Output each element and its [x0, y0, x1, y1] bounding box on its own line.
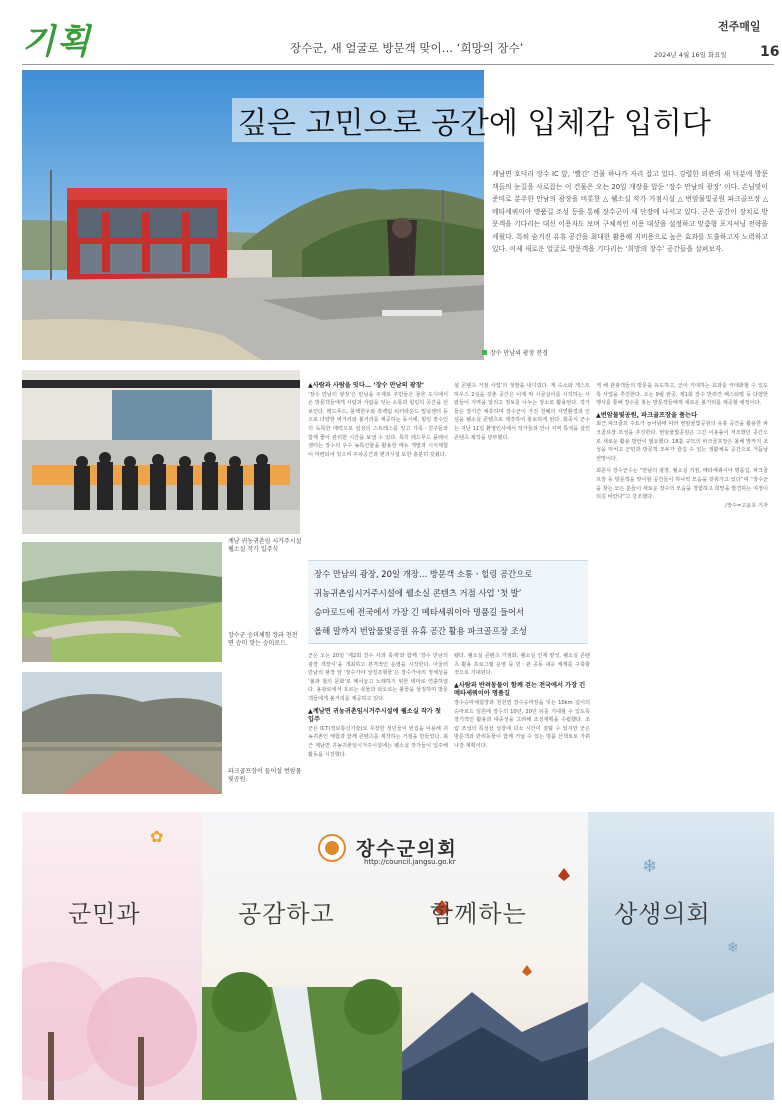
article-title: 깊은 고민으로 공간에 입체감 입히다: [232, 98, 717, 142]
issue-date: 2024년 4월 16일 화요일: [654, 51, 727, 59]
section-body: 최훈식 장수군수는 “만남의 광장, 웰소실 거점, 메타세쿼이아 명품길, 파크골프장 등 방문객을 맞이할 공간들이 하나씩 모습을 갖춰가고 있다”며 “장수군을 찾는 모든 분들이 새로운 장수의 모습을 경험하고 희망을 발견하는 여정이 되길 바란다”고 강조했다.: [596, 468, 768, 501]
ad-word-2: 공감하고: [238, 900, 335, 928]
caption-bullet: [482, 350, 487, 355]
column-2-lower: [454, 652, 590, 751]
section-body: 셜 콘텐츠 거점 사업’의 첫발을 내디뎠다. 계 숙소와 게스트하우스 2실을 갖춘 공간은 이제 막 시골살이를 시작하는 사람들이 지역을 알리고 정보를 나누는 장소로 활용된다. 작가들은 장기간 체류하며 장수군이 가진 천혜의 자연환경과 인심을 웰소실 콘텐츠로 제작하여 홍보하게 된다. 회종식 군수는 지난 11일 환영인사에서 작가들과 만나 지역 특색을 살린 콘텐츠 제작을 당부했다.: [454, 383, 590, 441]
page-headline: 장수군, 새 얼굴로 방문객 맞이… ‘희망의 장수’: [290, 41, 524, 55]
svg-text:✿: ✿: [150, 827, 164, 846]
section-heading: ▲번암물빛공원, 파크골프장을 품는다: [596, 411, 698, 419]
section-body: 군은 오는 20일 ‘제2회 장수 사과 축제’와 함께 ‘장수 만남의 광장 개장식’을 개최하고 본격적인 운영을 시작한다. 아울러 만남의 광장 앞 ‘장수가야 상징조형물’은 장수가야의 정체성을 ‘불과 철의 문화’로 떼어놓고 노래하기 위한 테마로 연출하였다. 용광로에서 흐르는 쇳물과 타오르는 불꽃을 상징하며 방문객들에게 볼거리를 제공하고 있다.: [308, 653, 448, 702]
ad-org-name: 장수군의회: [356, 838, 458, 860]
newspaper-name: 전주매일: [718, 20, 761, 33]
ad-url[interactable]: http://council.jangsu.go.kr: [364, 858, 456, 866]
highlight-line-3: 승마로드에 전국에서 가장 긴 메타세쿼이아 명품길 들어서: [314, 607, 525, 617]
ad-word-3: 함께하는: [430, 900, 527, 928]
page-number: 16: [760, 44, 780, 60]
park-photo: [22, 672, 222, 794]
highlight-box: [308, 560, 588, 644]
byline: /장수=고윤호 기자: [725, 502, 768, 509]
section-body: 최근 파크골프 수요가 늘어남에 따라 번암물빛공원의 유휴 공간을 활용한 파크골프장 조성을 추진한다. 번암물빛공원은 그간 이용률이 저조했던 공간으로 새로운 활용 방안이 필요했다. 18홀 규모의 파크골프장은 올해 말까지 조성을 마치고 군민과 방문객 모두가 즐길 수 있는 생활체육 공간으로 거듭날 전망이다.: [596, 421, 768, 462]
section-body: 군은 ICT(정보통신기술)로 무장한 청년들이 빈집을 이용해 귀농귀촌인 체험과 함께 콘텐츠를 제작하는 거점을 만들었다. 최근 계남면 귀농귀촌임시거주시설에는 웰소실 작가들이 입주해 활동을 시작했다.: [308, 725, 448, 758]
column-2: [454, 382, 590, 442]
hero-caption: [482, 350, 548, 358]
highlight-line-2: 귀농귀촌임시거주시설에 웰소실 콘텐츠 거점 사업 ‘첫 발’: [314, 588, 522, 598]
section-body: 됐다. 웰소실 콘텐츠 거점화, 웰소실 인재 양성, 웰소실 콘텐츠 활용 프로그램 운영 등 민ㆍ관 공동 대응 체계를 구축할 것으로 기대된다.: [454, 653, 590, 677]
hero-caption-text: 장수 만남의 광장 전경: [490, 350, 548, 357]
column-1-lower: [308, 652, 448, 759]
section-body: 게 해 관광객들의 방문을 유도하고, 군이 기대하는 효과를 극대화할 수 있도록 사업을 추진한다. 오는 9월 완공, 제1회 장수 반려견 페스티벌 등 다양한 행사를 통해 장수를 찾는 방문객들에게 새로운 볼거리를 제공할 예정이다.: [596, 383, 768, 407]
section-body: ‘장수 만남의 광장’은 만남을 주제로 주민들은 물론 도시에서 온 방문객들에게 사람과 사람을 잇는 소통과 힐링의 공간을 선보인다. 레드푸드, 블랙한우와 흑백팀 워터라운드 빌딩센터 등으로 다양한 먹거리와 볼거리를 제공하는 동시에, 힐링 장수인의 독특한 매력으로 일상의 스트레스를 잊고 가족ㆍ친구들과 함께 좋아 관리한 시간을 보낼 수 있다. 특히 레드푸드 플레이센터는 장수의 우수 농특산물을 활용한 메뉴 개발과 시식체험이 마련되어 있으며 주차공간과 편의시설 또한 충분히 갖췄다.: [308, 391, 448, 458]
highlight-line-1: 장수 만남의 광장, 20일 개장… 방문객 소통ㆍ힐링 공간으로: [314, 569, 533, 579]
header-rule: [22, 64, 774, 65]
ad-word-4: 상생의회: [614, 900, 711, 928]
trail-caption: 장수군 승미체험 장과 천천면 승미 맛는 승미로드.: [228, 632, 298, 647]
column-1: [308, 382, 448, 459]
highlight-line-4: 올해 말까지 번암물빛공원 유휴 공간 활용 파크골프장 조성: [314, 626, 527, 636]
section-heading: ▲사람과 반려동물이 함께 걷는 전국에서 가장 긴 메타세쿼이아 명품길: [454, 681, 586, 698]
ad-word-1: 군민과: [68, 900, 141, 928]
section-logo: 기획: [22, 22, 92, 62]
section-body: 장수승마체험장과 천천면 장수승마장을 잇는 10km 길이의 승마로드 일원에 장수의 10년, 20년 뒤를 기대할 수 있도록 장기적인 활용과 대중성을 고려해 조성계획을 수립했다. 조림 조성의 특성상 성장에 다소 시간이 걸릴 수 있지만 군은 방문객과 반려동물이 함께 거닐 수 있는 명품 산책로로 가꿔 나갈 계획이다.: [454, 699, 590, 749]
section-heading: ▲계남면 귀농귀촌임시거주시설에 웰소실 작가 첫 입주: [308, 707, 441, 724]
group-photo: [22, 370, 300, 534]
park-caption: 파크골프장이 들어설 번암물빛공원.: [228, 768, 302, 783]
section-heading: ▲사람과 사람을 잇다… ‘장수 만남의 광장’: [308, 382, 425, 389]
trail-photo: [22, 542, 222, 662]
group-caption: 계남 귀농귀촌임 시가주시설 웰소실 작가 입주식: [228, 538, 302, 553]
svg-text:❄: ❄: [727, 940, 739, 956]
column-3: [596, 382, 768, 510]
council-ad: [22, 812, 774, 1100]
lead-paragraph: 계남면 호덕리 장수 IC 앞, ‘빨간’ 건물 하나가 자리 잡고 있다. 강렬한 외관의 새 덕분에 방문객들의 눈길을 사로잡는 이 건물은 오는 20일 개장을 앞둔 ‘장수 만남의 광장’ 이다. 손님맞이 준비로 분주한 만남의 광장을 비롯한 △ 웰소실 작가 거점시설 △ 번암물빛공원 파크골프장 △ 메타세쿼이아 명품길 조성 등을 통해 장수군이 새 단장에 나서고 있다. 군은 공간이 장치로 방문객을 기다리는 대신 이용자도 보며 구체적인 이용 대상을 설정하고 맞춤형 포지셔닝 전략을 세웠다. 특히 숨겨진 유휴 공간을 최대한 활용해 지비용으로 높은 효과를 도출하고자 노력하고 있다. 이제 새로운 얼굴로 방문객을 기다리는 ‘희망의 장수’ 공간들을 살펴보자.: [492, 170, 768, 253]
svg-text:❄: ❄: [642, 856, 658, 877]
